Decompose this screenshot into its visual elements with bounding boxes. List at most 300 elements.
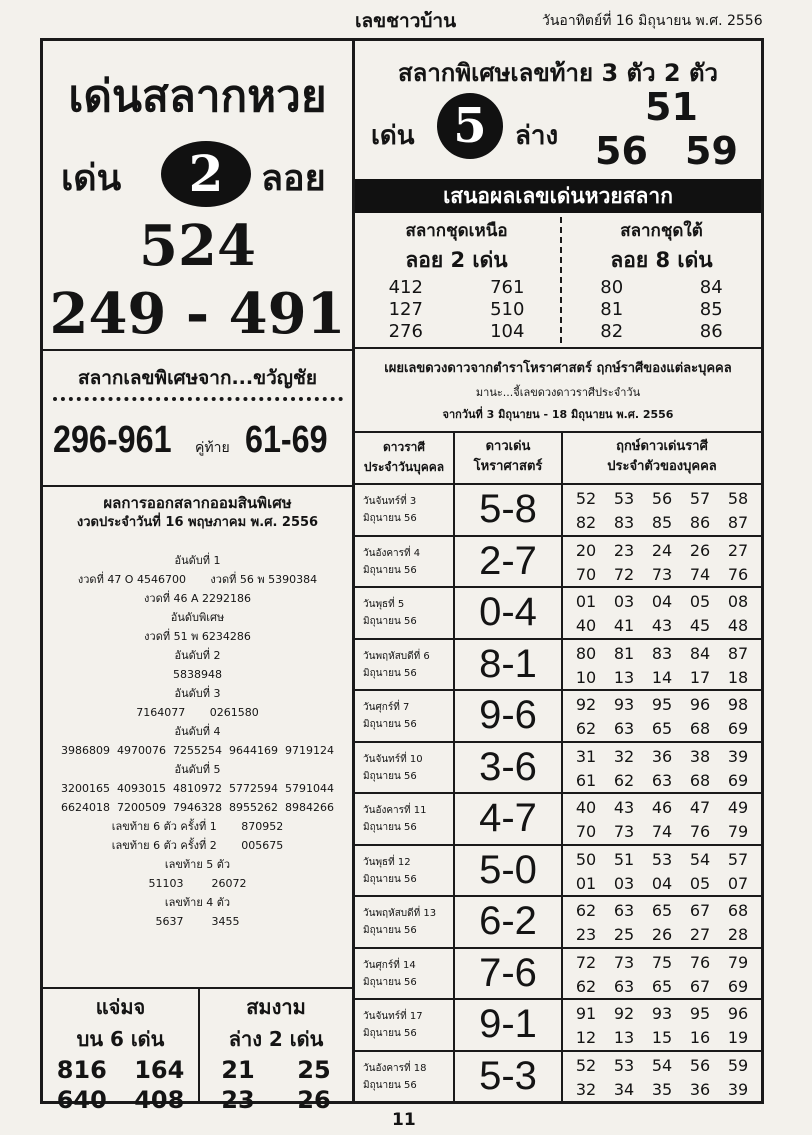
- tail-label: คู่ท้าย: [195, 440, 230, 456]
- astro-row: [355, 895, 761, 947]
- row-lucky-numbers: [567, 642, 757, 690]
- right-top-title: สลากพิเศษเลขท้าย 3 ตัว 2 ตัว: [397, 59, 719, 87]
- lucky-number: 40: [575, 616, 597, 635]
- den-label: เด่น: [61, 158, 122, 199]
- row-date: [363, 493, 417, 527]
- lucky-number: 23: [613, 540, 635, 560]
- north-sub: ลอย 2 เด่น: [405, 248, 508, 272]
- row-day: วันพุธที่ 5: [363, 599, 405, 610]
- lucky-number: 95: [689, 1004, 711, 1023]
- lang-label: ล่าง: [515, 121, 559, 151]
- row-lucky-numbers: [567, 1002, 757, 1050]
- number-cell: 81: [600, 299, 624, 320]
- astro-row: [355, 741, 761, 793]
- row-day: วันพฤหัสบดีที่ 6: [363, 650, 430, 662]
- lucky-number: 05: [689, 592, 711, 611]
- lucky-number: 65: [651, 719, 673, 738]
- den-loi-row: [61, 141, 351, 211]
- col-day-header: [355, 437, 453, 477]
- prize-line: งวดที่ 46 A 2292186: [144, 592, 251, 605]
- number-row: [355, 321, 558, 343]
- number-cell: 85: [699, 299, 723, 320]
- prize-line: อันดับพิเศษ: [170, 611, 225, 624]
- row-month: มิถุนายน 56: [363, 1079, 417, 1091]
- lucky-number: 62: [613, 770, 635, 790]
- south-title: สลากชุดใต้: [620, 221, 703, 241]
- number-row: [562, 299, 761, 321]
- lucky-number: 03: [613, 873, 635, 893]
- lucky-number: 53: [613, 1055, 635, 1075]
- prize-line: อันดับที่ 3: [174, 687, 221, 700]
- lucky-number: 87: [727, 513, 749, 532]
- number-row: [43, 1085, 198, 1115]
- lucky-number: 75: [651, 952, 673, 972]
- lower-number-3: 59: [685, 129, 738, 173]
- prize-line: เลขท้าย 4 ตัว: [164, 896, 231, 909]
- lucky-number: 74: [651, 822, 673, 841]
- lucky-number: 67: [689, 901, 711, 920]
- lucky-line: [567, 975, 757, 999]
- den-value-badge: 2: [161, 141, 251, 207]
- lucky-number: 40: [575, 798, 597, 817]
- number-row: [355, 277, 558, 299]
- lucky-number: 63: [613, 976, 635, 996]
- lucky-number: 52: [575, 1055, 597, 1075]
- lucky-number: 43: [613, 798, 635, 817]
- row-month: มิถุนายน 56: [363, 616, 417, 627]
- brand-title: เลขชาวบ้าน: [355, 10, 457, 32]
- lucky-number: 18: [727, 667, 749, 687]
- loi-label: ลอย: [261, 158, 326, 199]
- box-b-title: สมงาม: [246, 995, 306, 1019]
- left-top-title: เด่นสลากหวย: [68, 71, 327, 122]
- lucky-number: 69: [727, 719, 749, 738]
- lucky-number: 50: [575, 849, 597, 869]
- lucky-number: 47: [689, 798, 711, 817]
- number-cell: 25: [297, 1056, 331, 1084]
- prize-line: 7164077 0261580: [136, 706, 259, 719]
- lucky-number: 13: [613, 667, 635, 687]
- number-row: [200, 1055, 352, 1085]
- lucky-number: 31: [575, 746, 597, 766]
- header-line: โหราศาสตร์: [473, 459, 543, 474]
- lucky-number: 56: [689, 1055, 711, 1075]
- lucky-number: 79: [727, 822, 749, 841]
- gsb-title: ผลการออกสลากออมสินพิเศษ: [103, 494, 292, 512]
- north-box: [355, 217, 558, 343]
- astro-row: [355, 483, 761, 535]
- row-date: [363, 751, 423, 785]
- row-day: วันพฤหัสบดีที่ 13: [363, 908, 437, 919]
- south-box: [562, 217, 761, 343]
- prize-line: อันดับที่ 1: [174, 554, 221, 567]
- row-month: มิถุนายน 56: [363, 564, 417, 576]
- row-star-pair: 8-1: [479, 641, 537, 686]
- header-line: ประจำวันบุคคล: [363, 460, 445, 474]
- lucky-number: 80: [575, 643, 597, 663]
- lower-number-2: 56: [595, 129, 648, 173]
- lucky-number: 32: [613, 746, 635, 766]
- lucky-number: 54: [689, 849, 711, 869]
- row-day: วันศุกร์ที่ 14: [363, 959, 416, 971]
- astro-date-range: จากวันที่ 3 มิถุนายน - 18 มิถุนายน พ.ศ. 2556: [442, 408, 674, 421]
- lucky-number: 58: [727, 489, 749, 508]
- row-day: วันศุกร์ที่ 7: [363, 702, 410, 713]
- lucky-line: [567, 1054, 757, 1078]
- number-cell: 21: [221, 1056, 255, 1084]
- lucky-number: 32: [575, 1079, 597, 1099]
- lucky-number: 63: [613, 901, 635, 920]
- row-lucky-numbers: [567, 848, 757, 896]
- lucky-number: 03: [613, 592, 635, 611]
- special-title: สลากเลขพิเศษจาก...ขวัญชัย: [78, 367, 317, 389]
- number-cell: 761: [490, 277, 525, 298]
- header-line: ดาวราศี: [382, 440, 426, 454]
- lucky-number: 92: [613, 1004, 635, 1023]
- divider: [43, 485, 352, 487]
- lucky-number: 69: [727, 770, 749, 790]
- lucky-number: 04: [651, 873, 673, 893]
- lucky-number: 84: [689, 643, 711, 663]
- astro-row: [355, 792, 761, 844]
- gsb-subtitle: งวดประจำวันที่ 16 พฤษภาคม พ.ศ. 2556: [76, 515, 319, 530]
- number-row: [355, 299, 558, 321]
- lucky-number: 68: [689, 770, 711, 790]
- row-month: มิถุนายน 56: [363, 770, 417, 782]
- lucky-number: 54: [651, 1055, 673, 1075]
- number-cell: 408: [134, 1086, 185, 1114]
- number-row: [562, 277, 761, 299]
- box-b: [200, 991, 352, 1115]
- box-a-title: แจ่มจ: [95, 995, 146, 1019]
- lower-number-1: 51: [645, 85, 698, 129]
- row-star-pair: 9-1: [479, 1002, 537, 1046]
- lucky-number: 63: [613, 719, 635, 738]
- astro-table: [355, 431, 761, 1101]
- special-numbers: [53, 419, 353, 479]
- astro-row: [355, 1050, 761, 1102]
- row-lucky-numbers: [567, 539, 757, 587]
- lucky-number: 27: [727, 540, 749, 560]
- lucky-number: 19: [727, 1028, 749, 1047]
- number-cell: 104: [490, 321, 525, 342]
- lucky-line: [567, 614, 757, 638]
- lucky-line: [567, 1078, 757, 1102]
- number-cell: 82: [600, 321, 624, 342]
- lucky-number: 45: [689, 616, 711, 635]
- lucky-number: 61: [575, 770, 597, 790]
- row-day: วันพุธที่ 12: [363, 856, 411, 868]
- row-date: [363, 905, 436, 939]
- lucky-line: [567, 666, 757, 690]
- lucky-number: 92: [575, 695, 597, 714]
- astro-row: [355, 586, 761, 638]
- lucky-number: 10: [575, 667, 597, 687]
- row-month: มิถุนายน 56: [363, 513, 417, 524]
- prize-line: 3200165 4093015 4810972 5772594 5791044: [61, 782, 334, 795]
- number-row: [43, 1055, 198, 1085]
- lucky-number: 36: [651, 746, 673, 766]
- issue-date: วันอาทิตย์ที่ 16 มิถุนายน พ.ศ. 2556: [542, 13, 763, 29]
- row-lucky-numbers: [567, 951, 757, 999]
- lucky-number: 27: [689, 925, 711, 944]
- lucky-number: 53: [651, 849, 673, 869]
- row-month: มิถุนายน 56: [363, 667, 417, 679]
- astro-subtitle: มานะ...จี้เลขดวงดาวราศีประจำวัน: [475, 386, 641, 399]
- divider: [43, 349, 352, 351]
- prize-line: เลขท้าย 5 ตัว: [164, 858, 231, 871]
- number-cell: 510: [490, 299, 525, 320]
- prize-line: อันดับที่ 2: [174, 649, 221, 662]
- lucky-number: 65: [651, 976, 673, 996]
- row-date: [363, 648, 430, 682]
- row-star-pair: 7-6: [479, 950, 537, 995]
- number-cell: 127: [388, 299, 423, 320]
- row-star-pair: 9-6: [479, 693, 537, 737]
- lucky-number: 01: [575, 873, 597, 893]
- lucky-line: [567, 590, 757, 614]
- lucky-number: 65: [651, 901, 673, 920]
- box-a-numbers: [43, 1055, 198, 1115]
- prize-line: อันดับที่ 4: [174, 725, 221, 738]
- lucky-number: 79: [727, 952, 749, 972]
- north-title: สลากชุดเหนือ: [405, 221, 508, 241]
- astro-title: เผยเลขดวงดาวจากตำราโหราศาสตร์ ฤกษ์ราศีของแต่ละบุคคล: [384, 361, 732, 376]
- prize-line: 51103 26072: [148, 877, 247, 890]
- lucky-line: [567, 769, 757, 793]
- row-date: [363, 545, 420, 579]
- lucky-line: [567, 563, 757, 587]
- south-numbers: [562, 277, 761, 343]
- row-lucky-numbers: [567, 1054, 757, 1102]
- row-month: มิถุนายน 56: [363, 1028, 417, 1039]
- row-date: [363, 596, 417, 630]
- lucky-number: 56: [651, 489, 673, 508]
- number-row: [562, 321, 761, 343]
- row-star-pair: 5-3: [479, 1053, 537, 1098]
- lucky-number: 73: [613, 952, 635, 972]
- lucky-number: 68: [689, 719, 711, 738]
- lucky-number: 74: [689, 564, 711, 584]
- header-line: ฤกษ์ดาวเด่นราศี: [616, 439, 708, 454]
- number-cell: 640: [56, 1086, 107, 1114]
- row-day: วันอังคารที่ 4: [363, 547, 421, 559]
- lucky-number: 36: [689, 1079, 711, 1099]
- astro-row: [355, 689, 761, 741]
- tail-value: 61-69: [245, 419, 328, 461]
- number-cell: 276: [388, 321, 423, 342]
- row-day: วันอังคารที่ 18: [363, 1062, 427, 1074]
- lucky-line: [567, 693, 757, 717]
- row-star-pair: 5-8: [479, 487, 537, 531]
- lucky-line: [567, 511, 757, 535]
- astro-table-header: [355, 431, 761, 483]
- box-b-numbers: [200, 1055, 352, 1115]
- lucky-number: 08: [727, 592, 749, 611]
- lucky-number: 04: [651, 592, 673, 611]
- lucky-number: 26: [689, 540, 711, 560]
- lucky-number: 59: [727, 1055, 749, 1075]
- prize-line: เลขท้าย 6 ตัว ครั้งที่ 1 870952: [111, 820, 284, 833]
- lucky-line: [567, 1026, 757, 1050]
- lucky-number: 76: [689, 952, 711, 972]
- number-cell: 164: [134, 1056, 185, 1084]
- lucky-number: 68: [727, 901, 749, 920]
- lucky-line: [567, 539, 757, 563]
- row-lucky-numbers: [567, 590, 757, 638]
- row-month: มิถุนายน 56: [363, 873, 417, 885]
- lucky-number: 14: [651, 667, 673, 687]
- col-star-header: [455, 437, 561, 477]
- lead-pair: 249 - 491: [49, 281, 346, 347]
- lucky-number: 98: [727, 695, 749, 714]
- lucky-number: 85: [651, 513, 673, 532]
- lucky-number: 70: [575, 822, 597, 841]
- row-month: มิถุนายน 56: [363, 719, 417, 730]
- lucky-number: 57: [727, 849, 749, 869]
- lucky-number: 67: [689, 976, 711, 996]
- lucky-number: 86: [689, 513, 711, 532]
- row-lucky-numbers: [567, 745, 757, 793]
- prize-line: 5838948: [173, 668, 222, 681]
- astro-row: [355, 947, 761, 999]
- lucky-number: 73: [613, 822, 635, 841]
- lucky-line: [567, 951, 757, 975]
- row-month: มิถุนายน 56: [363, 822, 417, 833]
- lucky-line: [567, 717, 757, 741]
- lucky-number: 39: [727, 746, 749, 766]
- row-day: วันอังคารที่ 11: [363, 805, 427, 816]
- lucky-number: 15: [651, 1028, 673, 1047]
- lucky-number: 25: [613, 925, 635, 944]
- lucky-number: 20: [575, 540, 597, 560]
- lucky-number: 69: [727, 976, 749, 996]
- row-date: [363, 699, 417, 733]
- row-star-pair: 0-4: [479, 590, 537, 634]
- row-lucky-numbers: [567, 796, 757, 844]
- prize-line: 6624018 7200509 7946328 8955262 8984266: [61, 801, 334, 814]
- lucky-number: 28: [727, 925, 749, 944]
- divider: [355, 347, 761, 349]
- row-star-pair: 6-2: [479, 899, 537, 943]
- lucky-number: 62: [575, 901, 597, 920]
- lucky-line: [567, 848, 757, 872]
- astro-row: [355, 535, 761, 587]
- lucky-number: 49: [727, 798, 749, 817]
- prize-line: อันดับที่ 5: [174, 763, 221, 776]
- number-row: [200, 1085, 352, 1115]
- lucky-number: 17: [689, 667, 711, 687]
- lucky-line: [567, 487, 757, 511]
- number-cell: 86: [699, 321, 723, 342]
- lucky-number: 62: [575, 719, 597, 738]
- lucky-number: 57: [689, 489, 711, 508]
- lucky-number: 53: [613, 489, 635, 508]
- lucky-number: 73: [651, 564, 673, 584]
- lucky-number: 93: [613, 695, 635, 714]
- number-cell: 80: [600, 277, 624, 298]
- lucky-number: 81: [613, 643, 635, 663]
- lucky-number: 62: [575, 976, 597, 996]
- lucky-number: 48: [727, 616, 749, 635]
- den-label: เด่น: [371, 121, 415, 151]
- row-month: มิถุนายน 56: [363, 925, 417, 936]
- number-cell: 816: [56, 1056, 107, 1084]
- lucky-number: 12: [575, 1028, 597, 1047]
- lucky-number: 70: [575, 564, 597, 584]
- north-numbers: [355, 277, 558, 343]
- lucky-number: 23: [575, 925, 597, 944]
- prize-line: งวดที่ 51 พ 6234286: [144, 630, 251, 643]
- col-lucky-header: [563, 437, 761, 477]
- row-star-pair: 4-7: [479, 796, 537, 840]
- den-value-badge: 5: [437, 93, 503, 159]
- row-star-pair: 5-0: [479, 847, 537, 892]
- prize-line: 5637 3455: [155, 915, 240, 928]
- prize-line: เลขท้าย 6 ตัว ครั้งที่ 2 005675: [111, 839, 284, 852]
- lucky-number: 46: [651, 798, 673, 817]
- row-star-pair: 3-6: [479, 744, 537, 789]
- header-line: ประจำตัวของบุคคล: [607, 459, 717, 474]
- row-lucky-numbers: [567, 693, 757, 741]
- lucky-number: 24: [651, 540, 673, 560]
- header-line: ดาวเด่น: [485, 439, 531, 454]
- lucky-line: [567, 872, 757, 896]
- lucky-number: 35: [651, 1079, 673, 1099]
- prize-line: 3986809 4970076 7255254 9644169 9719124: [61, 744, 334, 757]
- lucky-number: 01: [575, 592, 597, 611]
- lucky-line: [567, 820, 757, 844]
- astro-row: [355, 998, 761, 1050]
- lucky-number: 52: [575, 489, 597, 508]
- lucky-number: 34: [613, 1079, 635, 1099]
- lucky-line: [567, 796, 757, 820]
- row-day: วันจันทร์ที่ 3: [363, 496, 417, 507]
- lucky-number: 41: [613, 616, 635, 635]
- number-cell: 26: [297, 1086, 331, 1114]
- box-b-sub: ล่าง 2 เด่น: [228, 1027, 324, 1051]
- lucky-number: 96: [727, 1004, 749, 1023]
- lucky-number: 87: [727, 643, 749, 663]
- row-lucky-numbers: [567, 487, 757, 535]
- lucky-number: 07: [727, 873, 749, 893]
- special-pair: 296-961: [53, 419, 172, 461]
- lucky-number: 51: [613, 849, 635, 869]
- number-cell: 412: [388, 277, 423, 298]
- lucky-number: 43: [651, 616, 673, 635]
- lucky-line: [567, 899, 757, 923]
- box-a-sub: บน 6 เด่น: [76, 1027, 165, 1051]
- lucky-number: 82: [575, 513, 597, 532]
- lucky-line: [567, 745, 757, 769]
- number-cell: 84: [699, 277, 723, 298]
- lucky-line: [567, 1002, 757, 1026]
- lucky-line: [567, 923, 757, 947]
- box-a: [43, 991, 198, 1115]
- lucky-number: 83: [651, 643, 673, 663]
- row-day: วันจันทร์ที่ 17: [363, 1011, 423, 1022]
- lucky-number: 95: [651, 695, 673, 714]
- number-cell: 23: [221, 1086, 255, 1114]
- lucky-number: 13: [613, 1028, 635, 1047]
- south-sub: ลอย 8 เด่น: [610, 248, 713, 272]
- lucky-number: 96: [689, 695, 711, 714]
- lucky-number: 76: [689, 822, 711, 841]
- lucky-number: 16: [689, 1028, 711, 1047]
- astro-row: [355, 844, 761, 896]
- proposal-banner: เสนอผลเลขเด่นหวยสลาก: [355, 179, 761, 213]
- row-month: มิถุนายน 56: [363, 976, 417, 988]
